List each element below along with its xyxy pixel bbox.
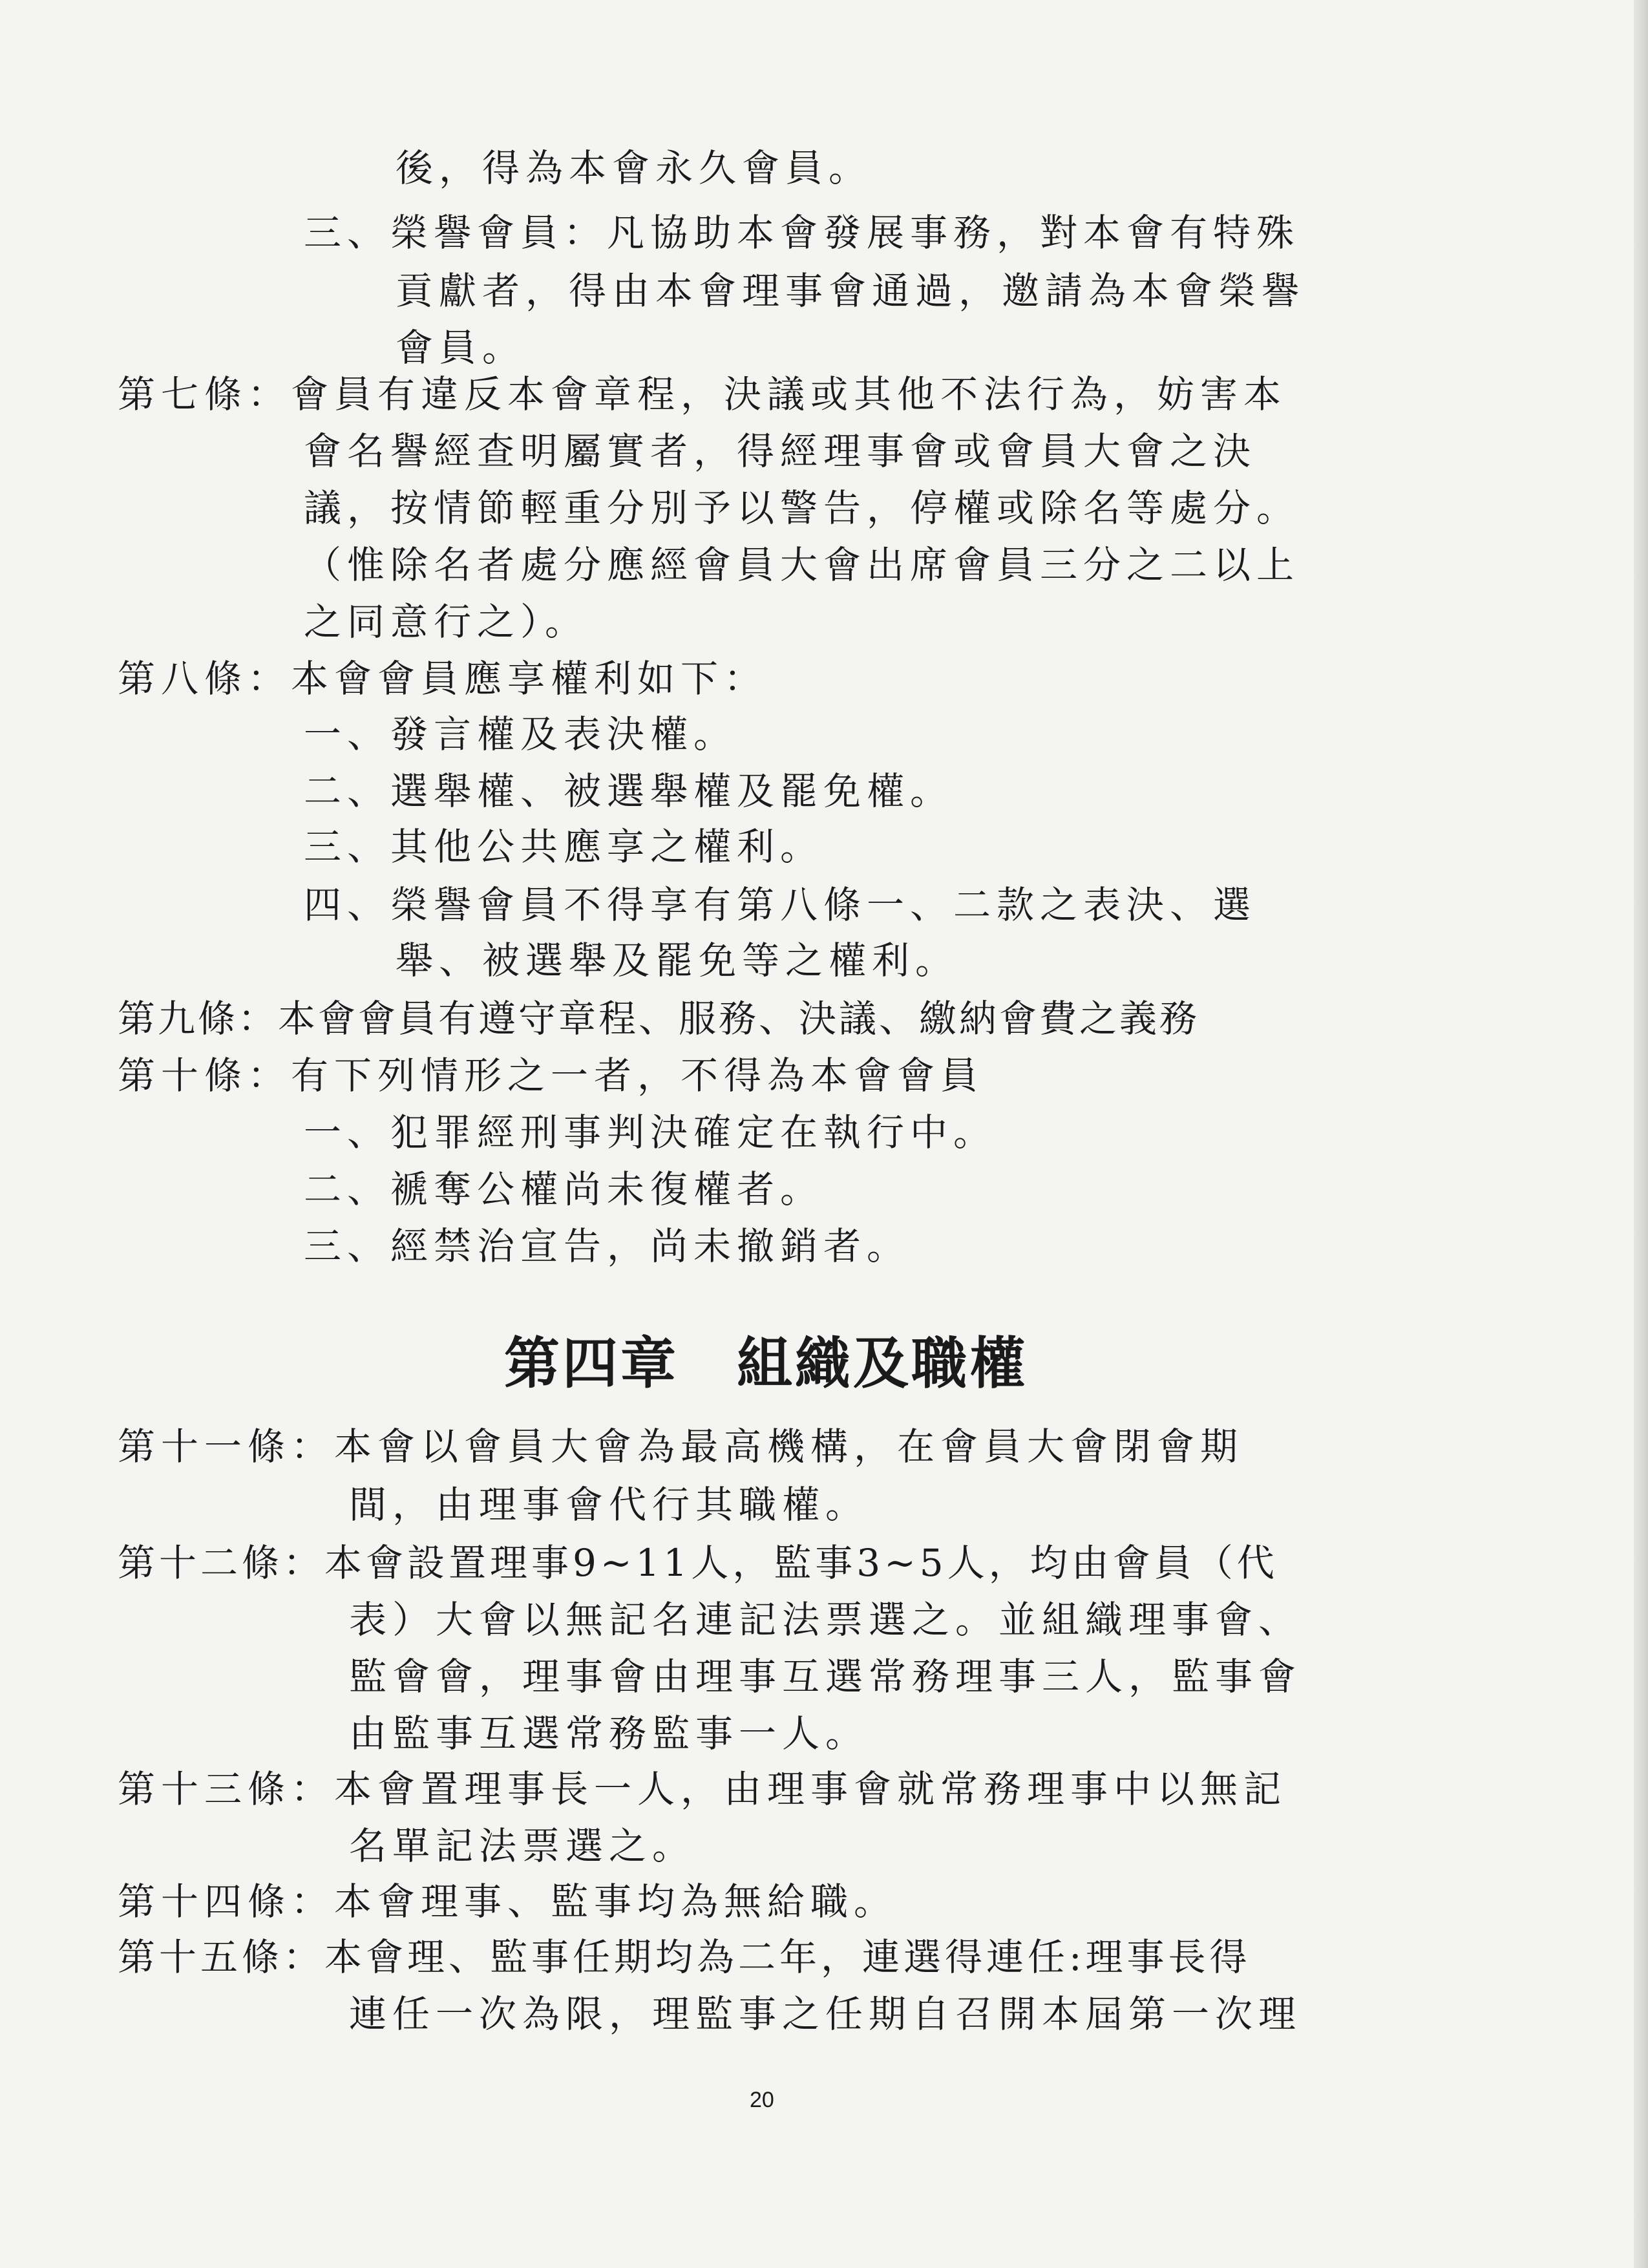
text-line: 一、犯罪經刑事判決確定在執行中。: [304, 1110, 997, 1154]
text-line: 名單記法票選之。: [349, 1824, 696, 1868]
text-line: 第九條：本會會員有遵守章程、服務、決議、繳納會費之義務: [118, 997, 1200, 1041]
text-line: 一、發言權及表決權。: [304, 712, 737, 756]
text-line: 二、褫奪公權尚未復權者。: [304, 1167, 824, 1211]
text-line: 三、經禁治宣告，尚未撤銷者。: [304, 1224, 911, 1268]
text-line: 第十條：有下列情形之一者，不得為本會會員: [118, 1054, 984, 1097]
text-line: （惟除名者處分應經會員大會出席會員三分之二以上: [304, 543, 1300, 587]
text-line: 後，得為本會永久會員。: [396, 146, 872, 190]
text-line: 議，按情節輕重分別予以警告，停權或除名等處分。: [304, 486, 1300, 530]
text-line: 舉、被選舉及罷免等之權利。: [396, 938, 959, 982]
text-line: 第十四條：本會理事、監事均為無給職。: [118, 1880, 898, 1924]
text-line: 三、榮譽會員：凡協助本會發展事務，對本會有特殊: [304, 211, 1300, 255]
scan-edge-shadow: [1634, 0, 1648, 2268]
text-line: 第十二條：本會設置理事9~11人，監事3~5人，均由會員（代: [118, 1541, 1278, 1585]
text-line: 第十一條：本會以會員大會為最高機構，在會員大會閉會期: [118, 1425, 1244, 1468]
text-line: 監會會，理事會由理事互選常務理事三人，監事會: [349, 1655, 1302, 1699]
text-line: 之同意行之）。: [304, 600, 589, 644]
text-line: 四、榮譽會員不得享有第八條一、二款之表決、選: [304, 883, 1257, 927]
text-line: 連任一次為限，理監事之任期自召開本屆第一次理: [349, 1992, 1302, 2036]
text-line: 由監事互選常務監事一人。: [349, 1712, 869, 1755]
text-line: 貢獻者，得由本會理事會通過，邀請為本會榮譽: [396, 269, 1305, 313]
text-line: 三、其他公共應享之權利。: [304, 825, 824, 869]
text-line: 表）大會以無記名連記法票選之。並組織理事會、: [349, 1598, 1302, 1642]
text-line: 間，由理事會代行其職權。: [349, 1483, 869, 1527]
text-line: 會員。: [396, 326, 526, 370]
text-line: 第七條：會員有違反本會章程，決議或其他不法行為，妨害本: [118, 372, 1287, 416]
text-line: 會名譽經查明屬實者，得經理事會或會員大會之決: [304, 429, 1257, 473]
page-number: 20: [750, 2088, 774, 2112]
text-line: 第十三條：本會置理事長一人，由理事會就常務理事中以無記: [118, 1767, 1287, 1811]
chapter-heading: 第四章 組織及職權: [504, 1331, 1028, 1396]
text-line: 第八條：本會會員應享權利如下：: [118, 657, 768, 701]
text-line: 第十五條：本會理、監事任期均為二年，連選得連任:理事長得: [118, 1935, 1251, 1979]
text-line: 二、選舉權、被選舉權及罷免權。: [304, 769, 954, 813]
